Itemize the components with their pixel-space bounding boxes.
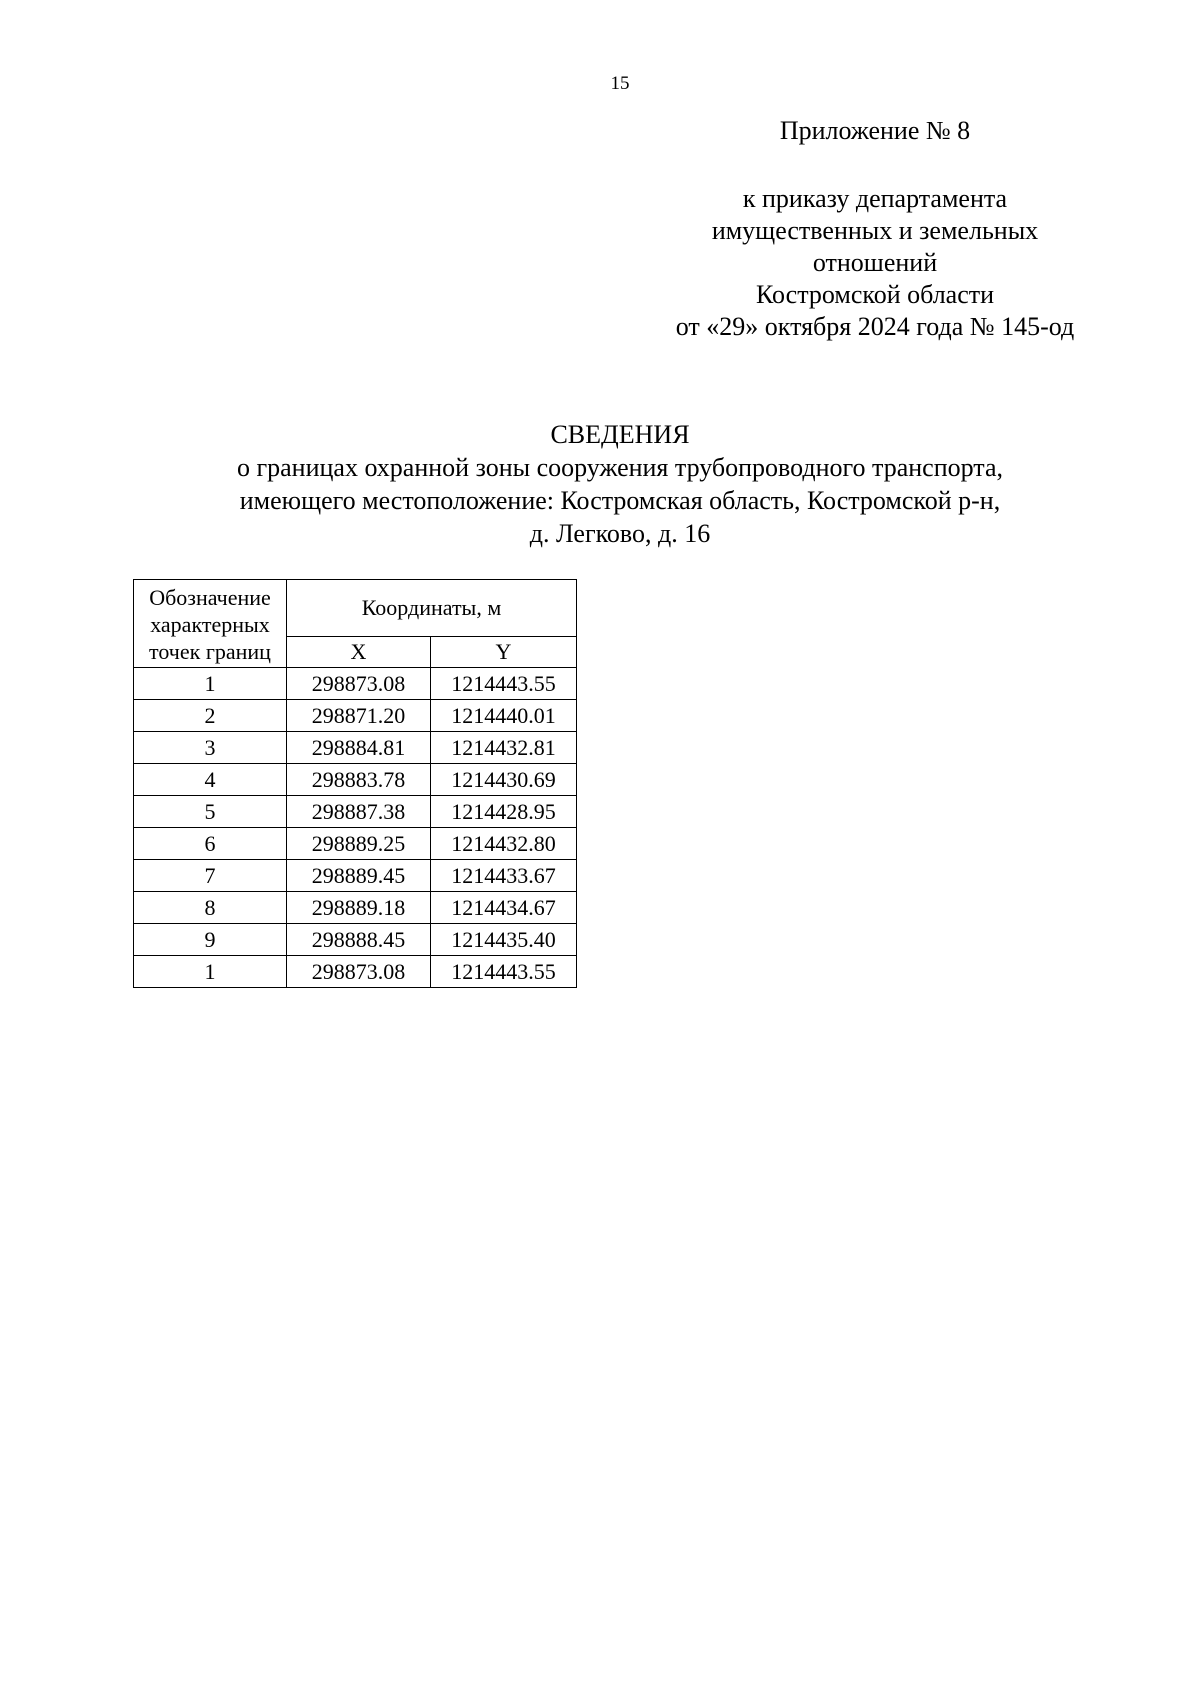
- x-coordinate-cell: 298873.08: [287, 668, 431, 700]
- table-row: [134, 860, 577, 892]
- table-row: [134, 764, 577, 796]
- x-coordinate-cell: 298883.78: [287, 764, 431, 796]
- y-coordinate-cell: 1214443.55: [431, 956, 577, 988]
- coordinates-table: [133, 579, 577, 988]
- x-coordinate-cell: 298873.08: [287, 956, 431, 988]
- y-coordinate-cell: 1214432.80: [431, 828, 577, 860]
- header-x-label: X: [287, 637, 431, 668]
- document-subtitle-line: имеющего местоположение: Костромская область, Костромской р-н,: [239, 486, 1001, 515]
- table-row: [134, 796, 577, 828]
- document-heading: [60, 418, 1180, 550]
- point-cell: 8: [134, 892, 287, 924]
- header-y-label: Y: [431, 637, 577, 668]
- page-number: 15: [610, 73, 630, 94]
- table-row: [134, 732, 577, 764]
- point-cell: 3: [134, 732, 287, 764]
- x-coordinate-cell: 298888.45: [287, 924, 431, 956]
- appendix-block: [640, 115, 1110, 343]
- point-cell: 7: [134, 860, 287, 892]
- point-cell: 6: [134, 828, 287, 860]
- y-coordinate-cell: 1214432.81: [431, 732, 577, 764]
- y-coordinate-cell: 1214430.69: [431, 764, 577, 796]
- y-coordinate-cell: 1214443.55: [431, 668, 577, 700]
- x-coordinate-cell: 298871.20: [287, 700, 431, 732]
- document-subtitle-line: д. Легково, д. 16: [529, 519, 711, 548]
- header-point-label: Обозначение характерных точек границ: [134, 580, 287, 668]
- x-coordinate-cell: 298884.81: [287, 732, 431, 764]
- x-coordinate-cell: 298887.38: [287, 796, 431, 828]
- appendix-line: имущественных и земельных: [711, 216, 1039, 245]
- appendix-line: отношений: [812, 248, 938, 277]
- appendix-line: Костромской области: [755, 280, 995, 309]
- appendix-line: от «29» октября 2024 года № 145-од: [675, 312, 1075, 341]
- appendix-title: Приложение № 8: [779, 116, 971, 145]
- y-coordinate-cell: 1214428.95: [431, 796, 577, 828]
- document-title: СВЕДЕНИЯ: [550, 420, 690, 449]
- point-cell: 2: [134, 700, 287, 732]
- y-coordinate-cell: 1214435.40: [431, 924, 577, 956]
- point-cell: 5: [134, 796, 287, 828]
- point-cell: 9: [134, 924, 287, 956]
- table-row: [134, 892, 577, 924]
- point-cell: 4: [134, 764, 287, 796]
- x-coordinate-cell: 298889.18: [287, 892, 431, 924]
- table-row: [134, 668, 577, 700]
- x-coordinate-cell: 298889.45: [287, 860, 431, 892]
- table-row: [134, 956, 577, 988]
- y-coordinate-cell: 1214434.67: [431, 892, 577, 924]
- coordinates-table-body: [134, 668, 577, 988]
- y-coordinate-cell: 1214433.67: [431, 860, 577, 892]
- point-cell: 1: [134, 668, 287, 700]
- table-row: [134, 828, 577, 860]
- header-coordinates-label: Координаты, м: [287, 580, 577, 637]
- x-coordinate-cell: 298889.25: [287, 828, 431, 860]
- point-cell: 1: [134, 956, 287, 988]
- y-coordinate-cell: 1214440.01: [431, 700, 577, 732]
- appendix-line: к приказу департамента: [742, 184, 1008, 213]
- table-row: [134, 700, 577, 732]
- table-row: [134, 924, 577, 956]
- document-subtitle-line: о границах охранной зоны сооружения трубопроводного транспорта,: [236, 453, 1004, 482]
